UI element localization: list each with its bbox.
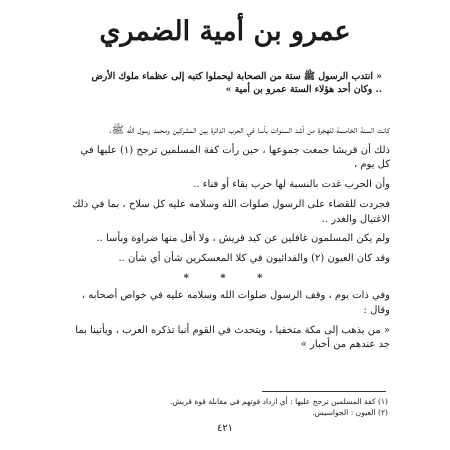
footnotes: [70, 396, 388, 418]
body-text: [70, 124, 390, 358]
section-separator: * * *: [183, 272, 277, 284]
page-number: ٤٢١: [216, 423, 234, 434]
paragraph: « من يذهب إلى مكة متخفيا ، ويتحدث في القوم أنبا تذكره العرب ، ويأتينا بما جد عندهم من أخبار »: [75, 324, 390, 351]
paragraph: ذلك أن قريشا جمعت جموعها ، حين رأت كفة المسلمين ترجح (١) عليها في كل يوم ،: [80, 144, 390, 171]
paragraph: وفي ذات يوم ، وقف الرسول صلوات الله وسلامه عليه في خواص أصحابه ، وقال :: [81, 290, 390, 317]
footnote-divider: [262, 391, 386, 392]
footnote: (١) كفة المسلمين ترجح عليها : أي ازداد قوتهم في مقابلة قوة قريش.: [169, 397, 388, 406]
paragraph: ولم يكن المسلمون غافلين عن كيد قريش ، ولا أقل منها ضراوة وبأسا ..: [96, 233, 390, 245]
chapter-title: عمرو بن أمية الضمري: [99, 16, 351, 47]
intro-quote: « انتدب الرسول ﷺ ستة من الصحابة ليحملوا كتبه إلى عظماء ملوك الأرض .. وكان أحد هؤلاء الستة عمرو بن أمية »: [91, 71, 382, 95]
footnote: (٢) العيون : الجواسيس.: [312, 408, 388, 417]
paragraph: وأن الحرب غدت بالنسبة لها حرب بقاء أو فناء ..: [193, 179, 390, 191]
paragraph: فجردت للقضاء على الرسول صلوات الله وسلامه عليه كل سلاح ، بما في ذلك الاغتيال والغدر ..: [72, 198, 390, 225]
paragraph: وقد كان العيون (٢) والفدائيون في كلا المعسكرين شأن أي شأن ..: [118, 252, 390, 264]
paragraph: كانت السنة الخامسة للهجرة من أشد السنوات بأسا في الحرب الدائرة بين المشركين ومحمد رسول الله ﷺ.: [108, 125, 390, 136]
